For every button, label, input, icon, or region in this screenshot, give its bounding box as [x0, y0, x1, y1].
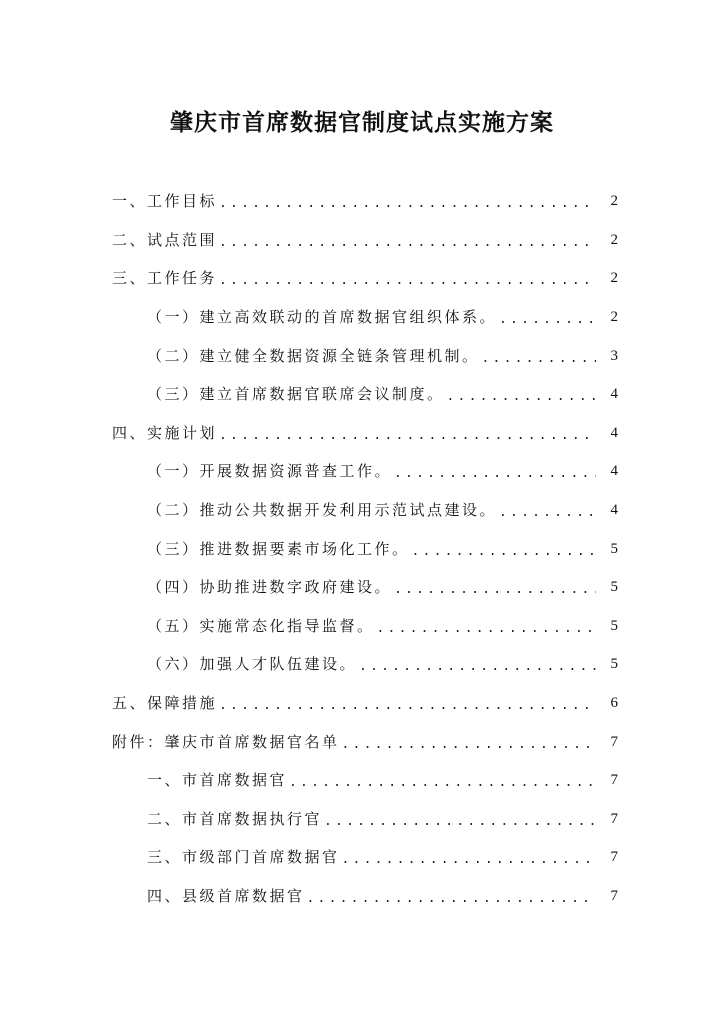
toc-page-number: 4 [610, 424, 618, 441]
toc-page-number: 5 [610, 579, 618, 596]
toc-subentry[interactable] [0, 452, 724, 491]
toc-subentry[interactable] [0, 375, 724, 414]
toc-entry-label: （二）推动公共数据开发利用示范试点建设。 [147, 501, 498, 520]
toc-dot-leader [482, 349, 596, 369]
toc-entry[interactable] [0, 684, 724, 723]
toc-page-number: 7 [610, 772, 618, 789]
toc-entry-label: （一）建立高效联动的首席数据官组织体系。 [147, 308, 498, 327]
toc-dot-leader [219, 271, 596, 291]
toc-subentry[interactable] [0, 607, 724, 646]
toc-entry-label: （三）推进数据要素市场化工作。 [147, 539, 410, 558]
toc-dot-leader [219, 233, 596, 253]
toc-subentry[interactable] [0, 838, 724, 877]
toc-subentry[interactable] [0, 568, 724, 607]
toc-dot-leader [377, 619, 596, 639]
toc-page-number: 2 [610, 231, 618, 248]
toc-dot-leader [394, 464, 596, 484]
toc-dot-leader [447, 387, 596, 407]
toc-entry-label: （一）开展数据资源普查工作。 [147, 462, 393, 481]
toc-page-number: 5 [610, 540, 618, 557]
toc-entry-label: 三、市级部门首席数据官 [147, 848, 340, 867]
toc-page-number: 2 [610, 193, 618, 210]
toc-page-number: 2 [610, 270, 618, 287]
toc-dot-leader [219, 194, 596, 214]
toc-page-number: 7 [610, 733, 618, 750]
toc-dot-leader [394, 580, 596, 600]
toc-entry-label: 二、试点范围 [112, 230, 218, 249]
toc-page-number: 6 [610, 695, 618, 712]
toc-subentry[interactable] [0, 298, 724, 337]
toc-dot-leader [499, 503, 596, 523]
toc-page-number: 3 [610, 347, 618, 364]
toc-entry[interactable] [0, 182, 724, 221]
toc-page-number: 4 [610, 502, 618, 519]
toc-entry-label: 四、县级首席数据官 [147, 886, 305, 905]
page-title: 肇庆市首席数据官制度试点实施方案 [170, 109, 554, 136]
toc-entry-label: （二）建立健全数据资源全链条管理机制。 [147, 346, 480, 365]
toc-entry-label: （三）建立首席数据官联席会议制度。 [147, 385, 445, 404]
toc-entry-label: （六）加强人才队伍建设。 [147, 655, 358, 674]
toc-entry[interactable] [0, 722, 724, 761]
toc-dot-leader [499, 310, 596, 330]
toc-entry-label: 五、保障措施 [112, 694, 218, 713]
toc-dot-leader [359, 657, 596, 677]
toc-page-number: 7 [610, 849, 618, 866]
toc-dot-leader [342, 850, 596, 870]
toc-entry-label: 一、市首席数据官 [147, 771, 288, 790]
toc-entry-label: 三、工作任务 [112, 269, 218, 288]
toc-subentry[interactable] [0, 645, 724, 684]
toc-entry[interactable] [0, 259, 724, 298]
toc-page-number: 5 [610, 617, 618, 634]
toc-dot-leader [342, 735, 596, 755]
toc-page-number: 5 [610, 656, 618, 673]
toc-subentry[interactable] [0, 800, 724, 839]
toc-dot-leader [307, 889, 596, 909]
toc-subentry[interactable] [0, 761, 724, 800]
toc-page-number: 4 [610, 386, 618, 403]
toc-page-number: 7 [610, 887, 618, 904]
toc-entry-label: 附件：肇庆市首席数据官名单 [112, 732, 340, 751]
toc-entry-label: （四）协助推进数字政府建设。 [147, 578, 393, 597]
toc-entry[interactable] [0, 221, 724, 260]
toc-dot-leader [219, 696, 596, 716]
toc-entry[interactable] [0, 414, 724, 453]
toc-entry-label: （五）实施常态化指导监督。 [147, 616, 375, 635]
toc-dot-leader [324, 812, 596, 832]
toc-page-number: 4 [610, 463, 618, 480]
toc-dot-leader [412, 542, 596, 562]
toc-dot-leader [289, 773, 596, 793]
toc-subentry[interactable] [0, 491, 724, 530]
toc-entry-label: 二、市首席数据执行官 [147, 809, 323, 828]
toc-page-number: 2 [610, 309, 618, 326]
toc-entry-label: 一、工作目标 [112, 192, 218, 211]
toc-page-number: 7 [610, 810, 618, 827]
toc-dot-leader [219, 426, 596, 446]
toc-subentry[interactable] [0, 336, 724, 375]
table-of-contents [0, 182, 724, 915]
toc-subentry[interactable] [0, 877, 724, 916]
toc-subentry[interactable] [0, 529, 724, 568]
toc-entry-label: 四、实施计划 [112, 423, 218, 442]
